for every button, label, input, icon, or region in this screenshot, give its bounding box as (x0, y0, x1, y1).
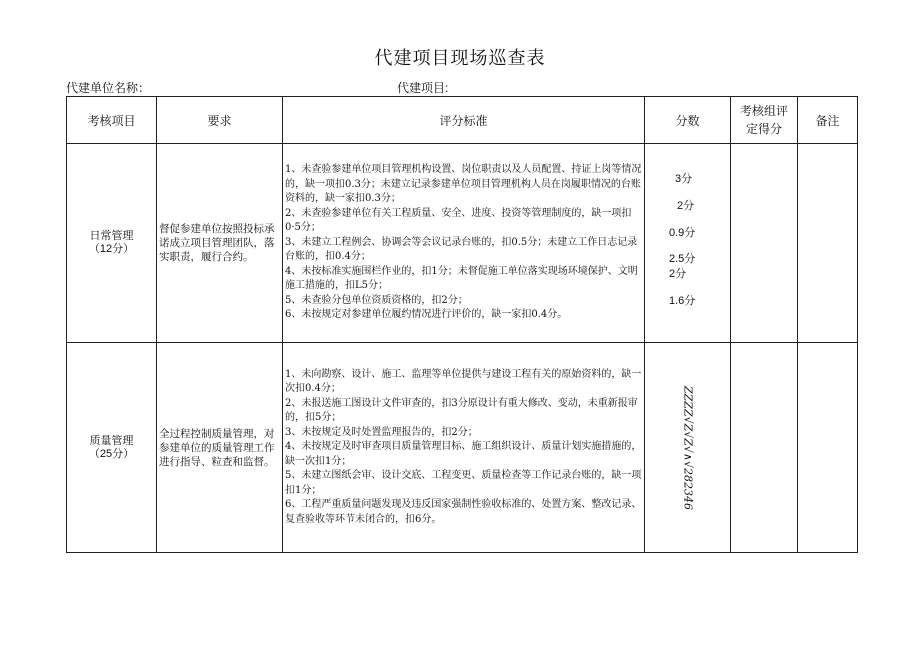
score-value: 2分 (677, 200, 695, 212)
criteria-line: 3、未按规定及时处置监理报告的，扣2分； (285, 426, 478, 438)
criteria-line: 6、未按规定对参建单位履约情况进行评价的，缺一家扣0.4分。 (285, 309, 568, 321)
requirement-cell: 全过程控制质量管理，对参建单位的质量管理工作进行指导、粒查和监督。 (157, 343, 283, 553)
score-value: 2分 (669, 268, 687, 280)
score-value: 3分 (675, 173, 693, 185)
criteria-cell (283, 343, 645, 553)
criteria-line: 3、未建立工程例会、协调会等会议记录台账的，扣0.5分；未建立工作日志记录台账的，扣0.4分； (285, 236, 638, 263)
table-row (67, 144, 858, 343)
criteria-line: 2、未报送施工图设计文件审查的，扣3分原设计有重大修改、变动，未重新报审的，扣5分； (285, 397, 638, 424)
group-score-cell[interactable] (731, 144, 798, 343)
score-value: 2.5分 (669, 253, 696, 265)
page-title: 代建项目现场巡查表 (374, 48, 546, 68)
criteria-line: 4、未按规定及时审查项目质量管理目标、施工组织设计、质量计划实施措施的，缺一次扣1分； (285, 441, 642, 467)
note-cell[interactable] (798, 144, 858, 343)
inspection-table (66, 96, 858, 553)
criteria-line: 5、未查验分包单位资质资格的，扣2分； (285, 294, 468, 306)
header-item: 考核项目 (67, 97, 157, 144)
score-value: 1.6分 (669, 295, 696, 307)
criteria-line: 6、工程严重质量问题发现及违反国家强制性验收标准的、处置方案、整改记录、复查验收等环节未闭合的，扣6分。 (285, 499, 642, 525)
item-cell: 日常管理（12分） (67, 144, 157, 343)
table-row (67, 343, 858, 553)
score-cell (645, 343, 731, 553)
header-row (67, 97, 858, 144)
criteria-line: 2、未查验参建单位有关工程质量、安全、进度、投资等管理制度的，缺一项扣0·5分； (285, 207, 632, 234)
rotated-score-text: ZZZZ√Z√Z√∧√282346 (681, 385, 694, 510)
score-cell (645, 144, 731, 343)
project-label: 代建项目: (397, 81, 449, 95)
header-criteria: 评分标准 (283, 97, 645, 144)
criteria-line: 1、未向勘察、设计、施工、监理等单位提供与建设工程有关的原始资料的，缺一次扣0.4分； (285, 368, 642, 395)
note-cell[interactable] (798, 343, 858, 553)
item-cell: 质量管理（25分） (67, 343, 157, 553)
header-score: 分数 (645, 97, 731, 144)
score-value: 0.9分 (669, 227, 696, 239)
agent-unit-label: 代建单位名称： (66, 81, 151, 95)
header-note: 备注 (798, 97, 858, 144)
criteria-cell (283, 144, 645, 343)
criteria-line: 4、未按标准实施围栏作业的，扣1分；未督促施工单位落实现场环境保护、文明施工措施的，扣L5分； (285, 265, 638, 292)
group-score-cell[interactable] (731, 343, 798, 553)
criteria-line: 1、未查验参建单位项目管理机构设置、岗位职责以及人员配置、持证上岗等情况的，缺一项扣0.3分；未建立记录参建单位项目管理机构人员在岗履职情况的台账资料的，缺一家扣0.3分； (285, 164, 642, 205)
header-group-score: 考核组评定得分 (731, 97, 798, 144)
criteria-line: 5、未建立图纸会审、设计交底、工程变更、质量检查等工作记录台账的，缺一项扣1分； (285, 470, 642, 496)
requirement-cell: 督促参建单位按照投标承诺成立项目管理团队，落实职责，履行合约。 (157, 144, 283, 343)
header-requirement: 要求 (157, 97, 283, 144)
